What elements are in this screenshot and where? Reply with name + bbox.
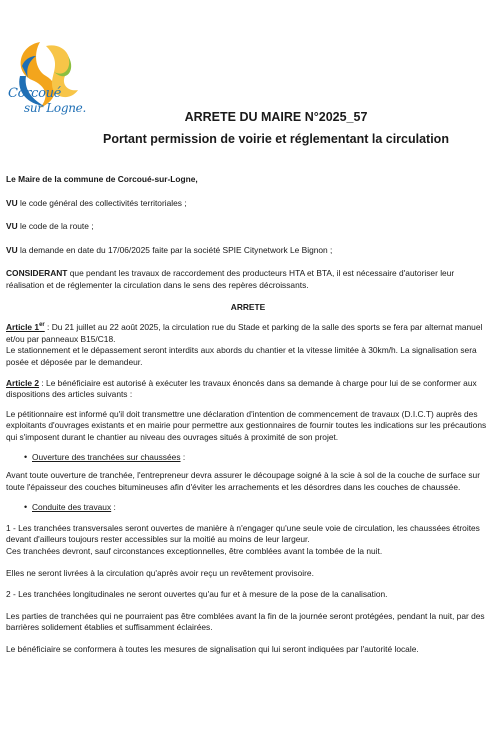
- mayor-line: Le Maire de la commune de Corcoué-sur-Logne,: [6, 174, 198, 184]
- conduite-item-1: 1 - Les tranchées transversales seront ouvertes de manière à n'engager qu'une seule voie de circulation, les chaussées étroites devant d'ailleurs toujours rester accessibles sur la moitié au moins de leur largeur.: [6, 522, 480, 545]
- page-title: ARRETE DU MAIRE N°2025_57: [184, 110, 368, 124]
- conduite-item-2: 2 - Les tranchées longitudinales ne seront ouvertes qu'au fur et à mesure de la pose de la canalisation.: [6, 589, 388, 600]
- bullet-ouverture-label: Ouverture des tranchées sur chaussées: [32, 451, 181, 462]
- considerant-text: que pendant les travaux de raccordement des producteurs HTA et BTA, il est nécessaire d'autoriser leur réalisation et de réglementer la circulation dans le sens des repères décroissants.: [6, 268, 455, 290]
- bullet-conduite-label: Conduite des travaux: [32, 502, 112, 513]
- document-body: [6, 174, 490, 656]
- article-2-text: : Le bénéficiaire est autorisé à exécuter les travaux énoncés dans sa demande à charge pour lui de se conformer aux dispositions des articles suivants :: [6, 377, 477, 400]
- logo-text-line1: Corcoué: [8, 86, 62, 101]
- vu-line-3: [6, 245, 490, 257]
- article-2-label: Article 2: [6, 377, 40, 388]
- vu-label: VU: [6, 197, 18, 208]
- bullet-ouverture: • Ouverture des tranchées sur chaussées :: [6, 452, 490, 464]
- vu-label: VU: [6, 221, 18, 232]
- article-1-label: Article 1er: [6, 322, 45, 333]
- article-2: [6, 378, 490, 401]
- conduite-item-1c: Elles ne seront livrées à la circulation qu'après avoir reçu un revêtement provisoire.: [6, 567, 314, 578]
- vu-text: le code de la route ;: [17, 221, 94, 232]
- vu-text: le code général des collectivités territoriales ;: [17, 197, 187, 208]
- conduite-item-4: Le bénéficiaire se conformera à toutes les mesures de signalisation qui lui seront indiquées par l'autorité locale.: [6, 644, 419, 655]
- article-1: [6, 322, 490, 345]
- vu-text: la demande en date du 17/06/2025 faite par la société SPIE Citynetwork Le Bignon ;: [17, 244, 333, 255]
- article-1-text: : Du 21 juillet au 22 août 2025, la circulation rue du Stade et parking de la salle des sports se fera par alternat manuel et/ou par panneaux B15/C18.: [6, 322, 483, 344]
- conduite-item-1b: Ces tranchées devront, sauf circonstances exceptionnelles, être comblées avant la tombée de la nuit.: [6, 546, 383, 557]
- page-subtitle: Portant permission de voirie et réglementant la circulation: [103, 132, 449, 146]
- conduite-item-3: Les parties de tranchées qui ne pourraient pas être comblées avant la fin de la journée seront protégées, pendant la nuit, par des barrières solidement établies et suffisamment éclairées.: [6, 610, 485, 633]
- arrete-heading: ARRETE: [230, 301, 266, 312]
- bullet-conduite: • Conduite des travaux :: [6, 502, 490, 514]
- logo-text-line2: sur Logne.: [24, 101, 86, 115]
- vu-line-2: [6, 221, 490, 233]
- dict-paragraph: Le pétitionnaire est informé qu'il doit transmettre une déclaration d'intention de commencement de travaux (D.I.C.T) auprès des exploitants d'ouvrages existants et en mairie pour permettre aux gestionnaires de fournir toutes les indications sur les précautions qui s'imposent durant le chantier au niveau des ouvrages situés à proximité de son projet.: [6, 408, 487, 442]
- ouverture-paragraph: Avant toute ouverture de tranchée, l'entrepreneur devra assurer le découpage soigné à la scie à sol de la couche de surface sur toute l'épaisseur des couches bitumineuses afin d'éviter les arrachements et les désordres dans les couches de chaussée.: [6, 470, 480, 492]
- vu-label: VU: [6, 244, 18, 255]
- vu-line-1: [6, 198, 490, 210]
- considerant-paragraph: [6, 268, 490, 291]
- considerant-label: CONSIDERANT: [6, 268, 68, 279]
- article-1-paragraph-2: Le stationnement et le dépassement seront interdits aux abords du chantier et la vitesse limitée à 30km/h. La signalisation sera posée et déposée par le demandeur.: [6, 345, 477, 367]
